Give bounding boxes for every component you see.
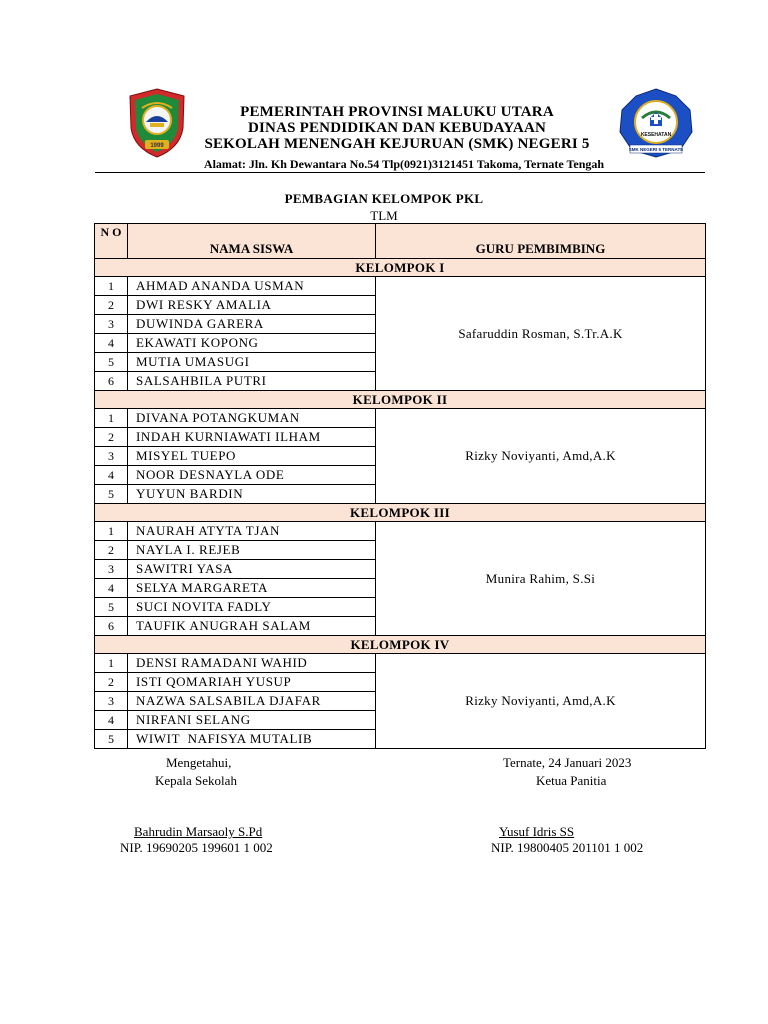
supervisor-name: Rizky Noviyanti, Amd,A.K — [376, 654, 706, 749]
student-number: 1 — [95, 277, 128, 296]
table-row — [95, 277, 706, 296]
letterhead — [188, 104, 606, 152]
group-table — [94, 223, 706, 749]
student-number: 2 — [95, 541, 128, 560]
student-number: 3 — [95, 560, 128, 579]
column-header-no: N O — [95, 224, 128, 259]
student-number: 5 — [95, 353, 128, 372]
student-name: NIRFANI SELANG — [128, 711, 376, 730]
student-name: EKAWATI KOPONG — [128, 334, 376, 353]
student-name: MUTIA UMASUGI — [128, 353, 376, 372]
table-row — [95, 522, 706, 541]
student-name: WIWIT NAFISYA MUTALIB — [128, 730, 376, 749]
student-name: AHMAD ANANDA USMAN — [128, 277, 376, 296]
table-row — [95, 654, 706, 673]
student-name: NOOR DESNAYLA ODE — [128, 466, 376, 485]
sig-right-line-1: Ternate, 24 Januari 2023 — [503, 755, 632, 770]
table-header-row — [95, 224, 706, 259]
student-number: 3 — [95, 447, 128, 466]
student-number: 6 — [95, 617, 128, 636]
logo-label-text: KESEHATAN — [640, 132, 672, 138]
student-name: DIVANA POTANGKUMAN — [128, 409, 376, 428]
logo-year-text: 1999 — [150, 143, 164, 149]
student-name: TAUFIK ANUGRAH SALAM — [128, 617, 376, 636]
student-name: NAURAH ATYTA TJAN — [128, 522, 376, 541]
student-name: MISYEL TUEPO — [128, 447, 376, 466]
sig-left-name: Bahrudin Marsaoly S.Pd — [134, 824, 263, 839]
sig-left-nip: NIP. 19690205 199601 1 002 — [120, 840, 273, 855]
student-number: 5 — [95, 598, 128, 617]
sig-left-line-2: Kepala Sekolah — [155, 773, 237, 788]
table-row — [95, 409, 706, 428]
student-number: 5 — [95, 485, 128, 504]
group-label: KELOMPOK IV — [95, 636, 706, 654]
student-number: 4 — [95, 579, 128, 598]
student-name: INDAH KURNIAWATI ILHAM — [128, 428, 376, 447]
document-title: PEMBAGIAN KELOMPOK PKL — [284, 191, 484, 206]
letterhead-line-3: SEKOLAH MENENGAH KEJURUAN (SMK) NEGERI 5 — [204, 136, 590, 152]
group-label: KELOMPOK I — [95, 259, 706, 277]
sig-right-name: Yusuf Idris SS — [499, 824, 575, 839]
column-header-name: NAMA SISWA — [128, 224, 376, 259]
student-name: SAWITRI YASA — [128, 560, 376, 579]
student-number: 3 — [95, 692, 128, 711]
document-subtitle: TLM — [370, 208, 398, 223]
student-number: 1 — [95, 522, 128, 541]
supervisor-name: Safaruddin Rosman, S.Tr.A.K — [376, 277, 706, 391]
student-name: YUYUN BARDIN — [128, 485, 376, 504]
student-number: 5 — [95, 730, 128, 749]
student-number: 1 — [95, 654, 128, 673]
sig-left-line-1: Mengetahui, — [166, 755, 232, 770]
letterhead-address: Alamat: Jln. Kh Dewantara No.54 Tlp(0921)3121451 Takoma, Ternate Tengah — [203, 157, 605, 171]
letterhead-line-1: PEMERINTAH PROVINSI MALUKU UTARA — [240, 104, 554, 120]
student-name: SALSAHBILA PUTRI — [128, 372, 376, 391]
student-number: 2 — [95, 428, 128, 447]
letterhead-divider — [95, 172, 705, 173]
supervisor-name: Rizky Noviyanti, Amd,A.K — [376, 409, 706, 504]
student-name: NAZWA SALSABILA DJAFAR — [128, 692, 376, 711]
group-header-row — [95, 259, 706, 277]
student-name: SUCI NOVITA FADLY — [128, 598, 376, 617]
student-number: 4 — [95, 711, 128, 730]
student-number: 2 — [95, 296, 128, 315]
group-label: KELOMPOK III — [95, 504, 706, 522]
group-header-row — [95, 636, 706, 654]
student-name: ISTI QOMARIAH YUSUP — [128, 673, 376, 692]
school-emblem-logo — [618, 88, 694, 158]
sig-right-nip: NIP. 19800405 201101 1 002 — [491, 840, 644, 855]
student-number: 2 — [95, 673, 128, 692]
student-name: NAYLA I. REJEB — [128, 541, 376, 560]
student-number: 6 — [95, 372, 128, 391]
student-number: 3 — [95, 315, 128, 334]
group-header-row — [95, 504, 706, 522]
province-emblem-logo — [128, 88, 186, 158]
student-name: SELYA MARGARETA — [128, 579, 376, 598]
sig-right-line-2: Ketua Panitia — [536, 773, 607, 788]
supervisor-name: Munira Rahim, S.Si — [376, 522, 706, 636]
student-name: DWI RESKY AMALIA — [128, 296, 376, 315]
student-number: 4 — [95, 466, 128, 485]
student-number: 1 — [95, 409, 128, 428]
student-name: DUWINDA GARERA — [128, 315, 376, 334]
column-header-guru: GURU PEMBIMBING — [376, 224, 706, 259]
group-label: KELOMPOK II — [95, 391, 706, 409]
student-number: 4 — [95, 334, 128, 353]
student-name: DENSI RAMADANI WAHID — [128, 654, 376, 673]
logo-bottom-text: SMK NEGERI 5 TERNATE — [628, 147, 684, 152]
letterhead-line-2: DINAS PENDIDIKAN DAN KEBUDAYAAN — [247, 120, 547, 136]
group-header-row — [95, 391, 706, 409]
